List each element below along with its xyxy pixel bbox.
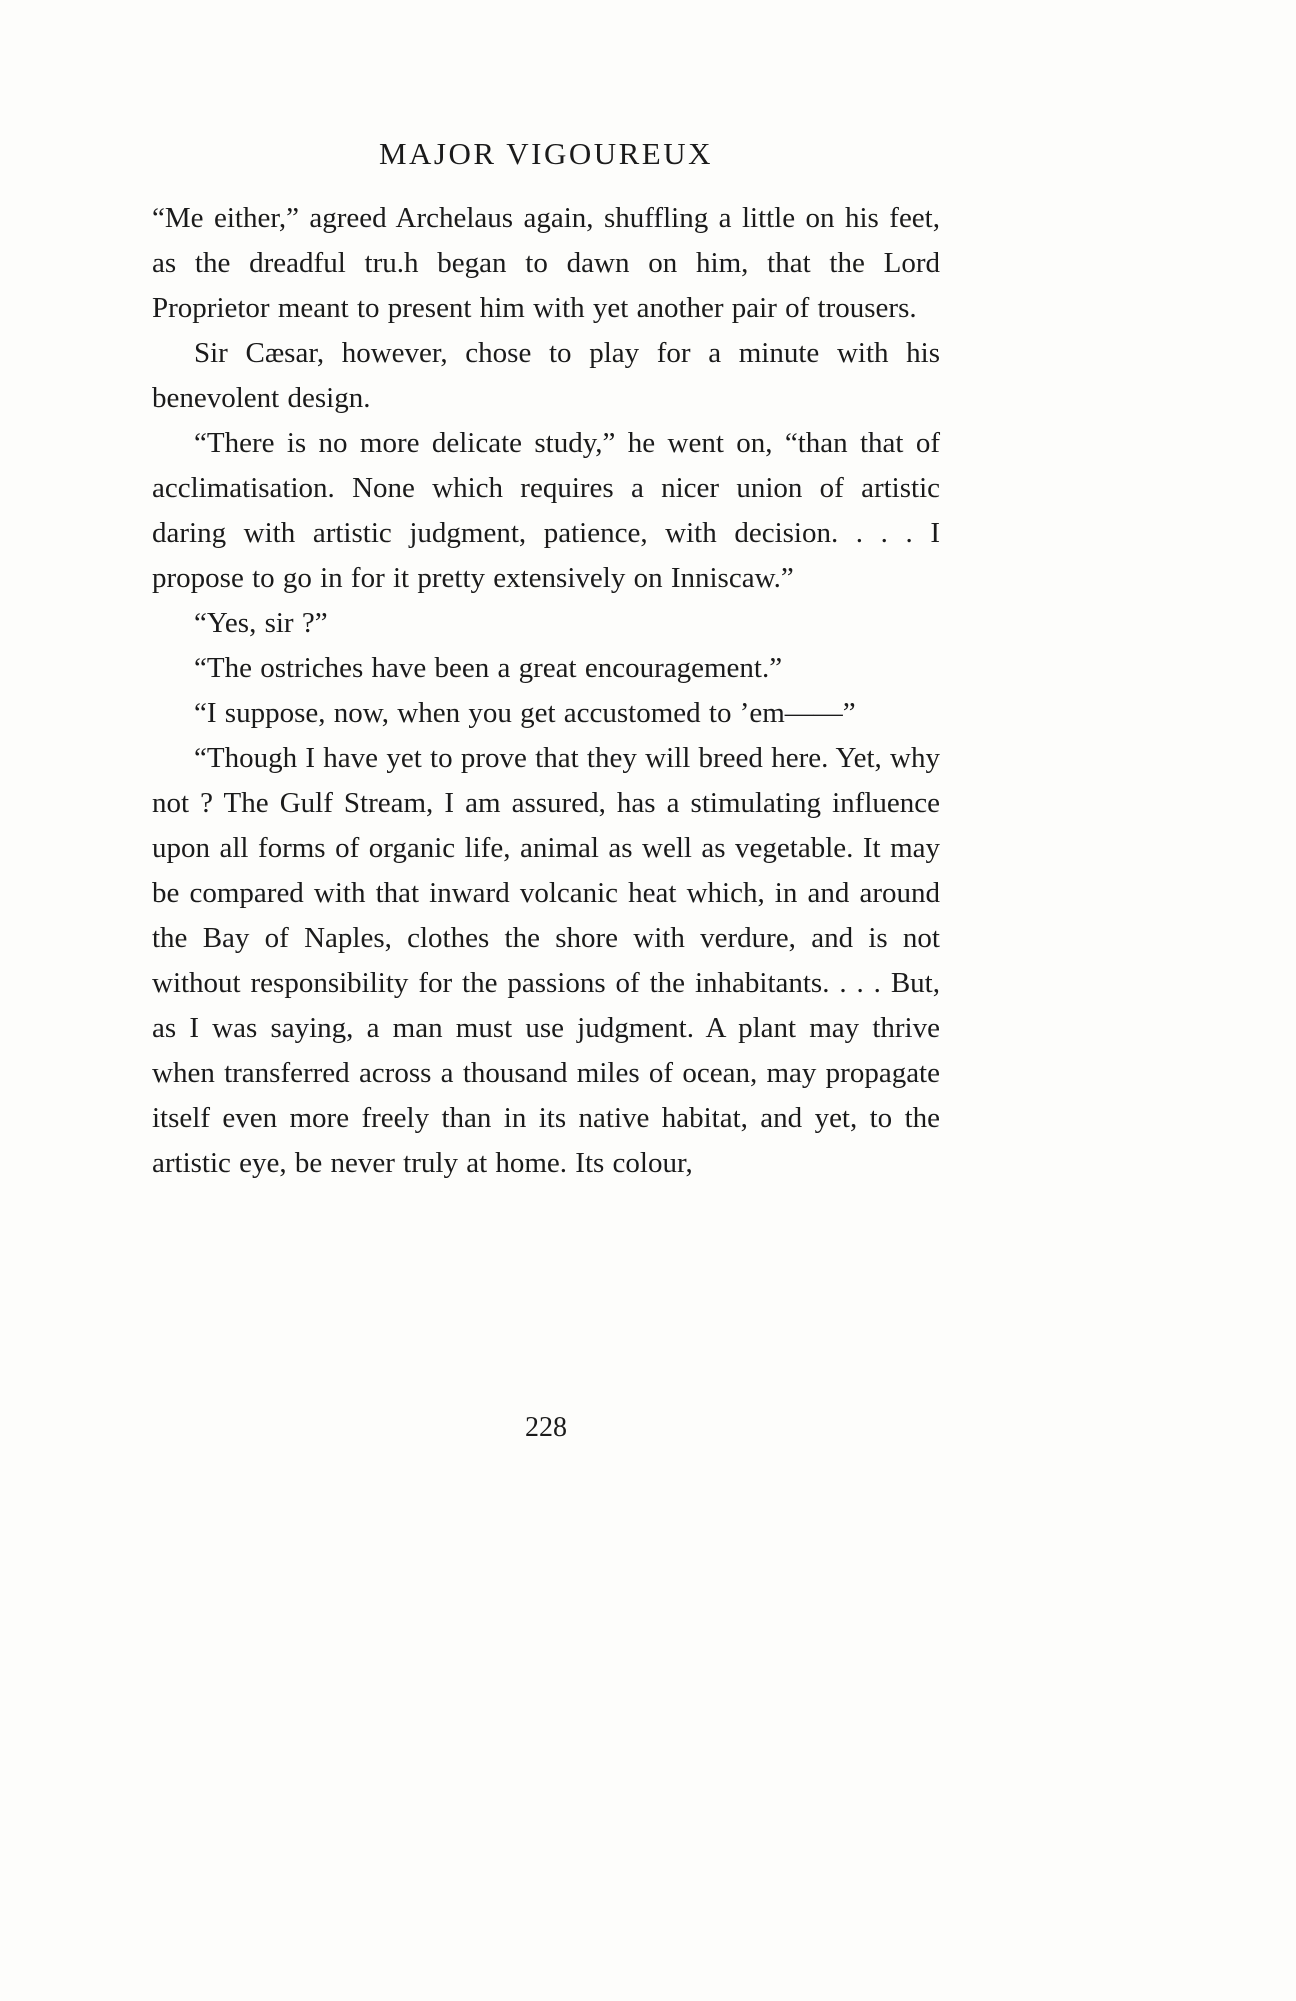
paragraph: “I suppose, now, when you get accustomed to ’em——” — [194, 697, 856, 729]
page-number: 228 — [525, 1412, 567, 1443]
paragraph: “There is no more delicate study,” he went on, “than that of acclimatisation. None which requires a nicer union of artistic daring with artistic judgment, patience, with decision. . . . I propose to go in for it pretty extensively on Inniscaw.” — [152, 427, 940, 594]
paragraph: “Though I have yet to prove that they will breed here. Yet, why not ? The Gulf Stream, I am assured, has a stimulating influence upon all forms of organic life, animal as well as vegetable. It may be compared with that inward volcanic heat which, in and around the Bay of Naples, clothes the shore with verdure, and is not without responsibility for the passions of the inhabitants. . . . But, as I was saying, a man must use judgment. A plant may thrive when transferred across a thousand miles of ocean, may propagate itself even more freely than in its native habitat, and yet, to the artistic eye, be never truly at home. Its colour, — [152, 742, 940, 1179]
paragraph: “Me either,” agreed Archelaus again, shuffling a little on his feet, as the dreadful tru.h began to dawn on him, that the Lord Proprietor meant to present him with yet another pair of trousers. — [152, 202, 940, 324]
running-head: MAJOR VIGOUREUX — [378, 136, 714, 171]
paragraph: “Yes, sir ?” — [194, 607, 328, 639]
paragraph: “The ostriches have been a great encouragement.” — [194, 652, 783, 684]
body-text — [152, 196, 940, 1186]
text-block — [152, 136, 940, 1186]
paragraph: Sir Cæsar, however, chose to play for a minute with his benevolent design. — [152, 337, 940, 414]
